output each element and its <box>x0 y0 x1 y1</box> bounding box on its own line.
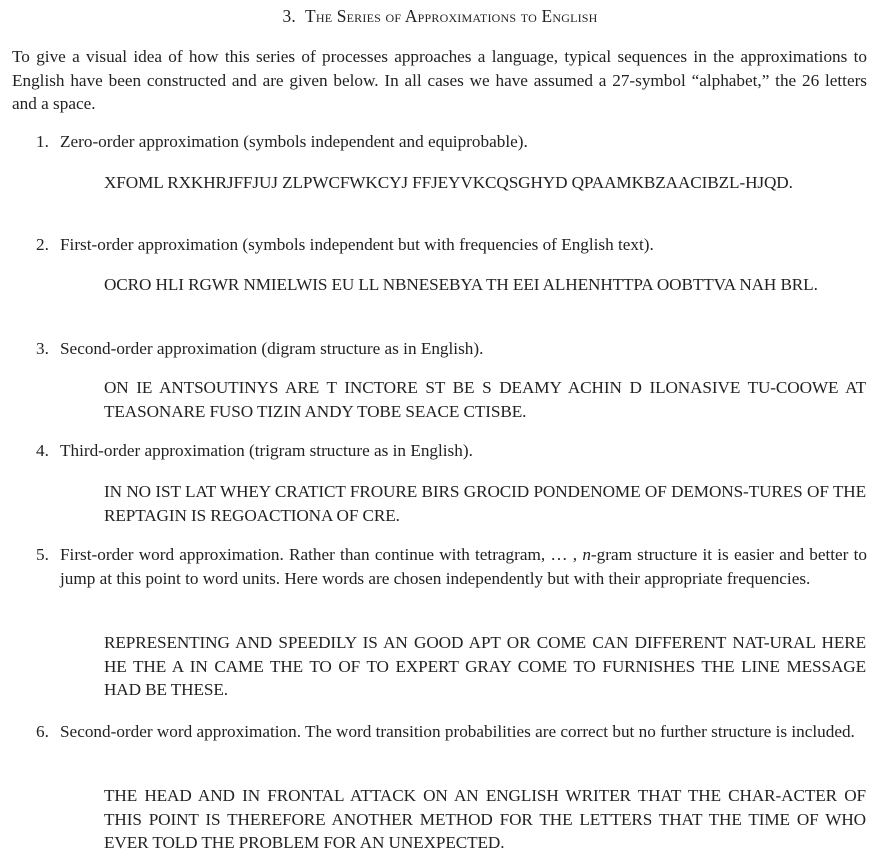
item-description: First-order approximation (symbols independent but with frequencies of English text). <box>60 235 654 254</box>
item-number: 1. <box>36 132 49 151</box>
section-heading <box>0 5 880 29</box>
item-description: Third-order approximation (trigram structure as in English). <box>60 441 473 460</box>
item-description-italic: n <box>582 545 591 564</box>
item-number: 3. <box>36 339 49 358</box>
list-item <box>36 233 867 257</box>
item-description: Second-order word approximation. The word transition probabilities are correct but no further structure is included. <box>60 722 855 741</box>
item-description: Second-order approximation (digram structure as in English). <box>60 339 484 358</box>
list-item <box>36 337 867 361</box>
item-description-after: -gram structure it is easier and better to jump at this point to word units. Here words are chosen independently but with their appropriate frequencies. <box>60 545 867 588</box>
intro-paragraph: To give a visual idea of how this series of processes approaches a language, typical sequences in the approximations to English have been constructed and are given below. In all cases we have assumed a 27-symbol “alphabet,” the 26 letters and a space. <box>12 47 867 114</box>
sample-text: THE HEAD AND IN FRONTAL ATTACK ON AN ENGLISH WRITER THAT THE CHAR-ACTER OF THIS POINT IS THEREFORE ANOTHER METHOD FOR THE LETTERS THAT THE TIME OF WHO EVER TOLD THE PROBLEM FOR AN UNEXPECTED. <box>104 786 866 853</box>
sample-text: OCRO HLI RGWR NMIELWIS EU LL NBNESEBYA TH EEI ALHENHTTPA OOBTTVA NAH BRL. <box>104 275 818 294</box>
item-description-before: First-order word approximation. Rather than continue with tetragram, … , <box>60 545 583 564</box>
list-item <box>36 130 867 154</box>
sample-text: REPRESENTING AND SPEEDILY IS AN GOOD APT OR COME CAN DIFFERENT NAT-URAL HERE HE THE A IN CAME THE TO OF TO EXPERT GRAY COME TO FURNISHES THE LINE MESSAGE HAD BE THESE. <box>104 633 866 700</box>
list-item <box>36 543 867 590</box>
list-item <box>36 439 867 463</box>
section-number: 3. <box>282 6 296 26</box>
item-description: Zero-order approximation (symbols independent and equiprobable). <box>60 132 528 151</box>
sample-text: ON IE ANTSOUTINYS ARE T INCTORE ST BE S DEAMY ACHIN D ILONASIVE TU-COOWE AT TEASONARE FUSO TIZIN ANDY TOBE SEACE CTISBE. <box>104 378 866 421</box>
list-item <box>36 720 867 744</box>
section-title: The Series of Approximations to English <box>305 6 598 26</box>
item-number: 4. <box>36 441 49 460</box>
sample-text: XFOML RXKHRJFFJUJ ZLPWCFWKCYJ FFJEYVKCQSGHYD QPAAMKBZAACIBZL-HJQD. <box>104 173 793 192</box>
item-number: 5. <box>36 545 49 564</box>
sample-text: IN NO IST LAT WHEY CRATICT FROURE BIRS GROCID PONDENOME OF DEMONS-TURES OF THE REPTAGIN IS REGOACTIONA OF CRE. <box>104 482 866 525</box>
item-number: 2. <box>36 235 49 254</box>
item-number: 6. <box>36 722 49 741</box>
item-description <box>60 543 867 590</box>
